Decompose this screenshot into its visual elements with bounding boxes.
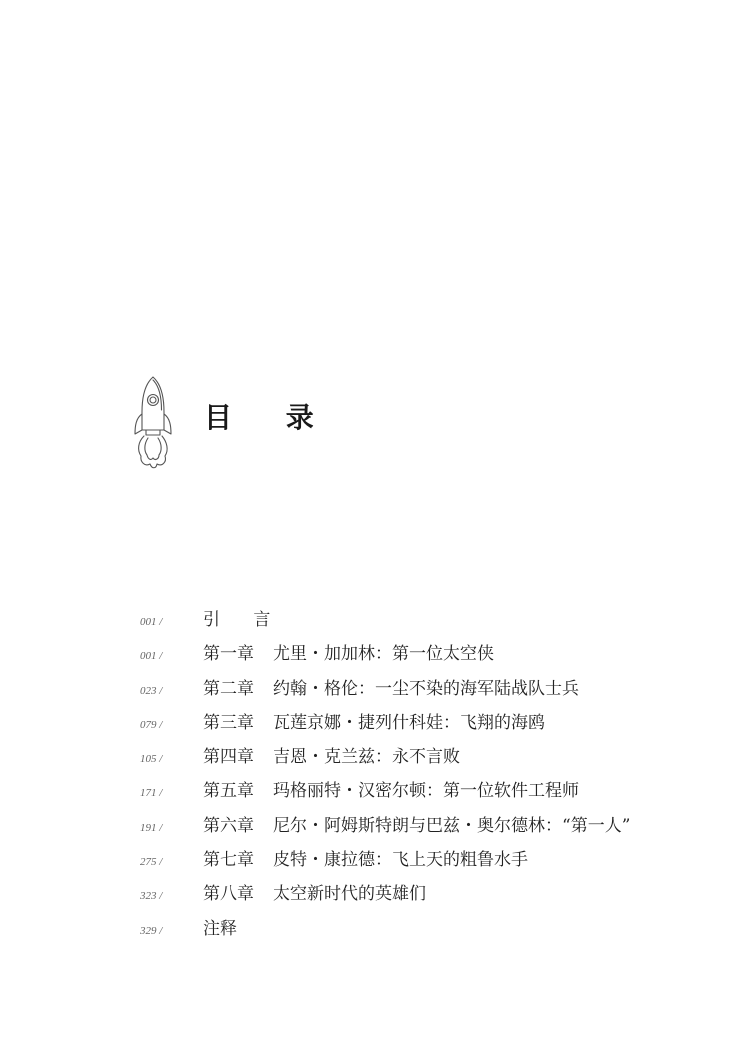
- toc-entry-chapter-6[interactable]: [140, 811, 700, 845]
- toc-chapter-label: 第一章: [203, 644, 254, 665]
- toc-chapter-label: 第七章: [203, 850, 254, 871]
- toc-page-number: 275 /: [140, 856, 163, 869]
- toc-page-number: 105 /: [140, 753, 163, 766]
- toc-page-number: 023 /: [140, 684, 163, 697]
- toc-chapter-label: 第二章: [203, 678, 254, 699]
- toc-chapter-title: 太空新时代的英雄们: [273, 884, 426, 905]
- toc-entry-chapter-4[interactable]: [140, 742, 700, 776]
- toc-entry-chapter-1[interactable]: [140, 639, 700, 673]
- toc-chapter-title: 瓦莲京娜・捷列什科娃：飞翔的海鸥: [273, 712, 545, 733]
- toc-chapter-label: 第六章: [203, 815, 254, 836]
- toc-page-number: 079 /: [140, 718, 163, 731]
- toc-entry-intro[interactable]: [140, 605, 700, 639]
- toc-page-number: 171 /: [140, 787, 163, 800]
- toc-page-number: 001 /: [140, 616, 163, 628]
- toc-chapter-label: 第三章: [203, 712, 254, 733]
- toc-entry-chapter-2[interactable]: [140, 674, 700, 708]
- toc-page-number: 001 /: [140, 650, 163, 663]
- toc-chapter-title: 尤里・加加林：第一位太空侠: [273, 644, 494, 665]
- table-of-contents: [140, 605, 700, 948]
- toc-page-number: 329 /: [140, 924, 163, 937]
- toc-chapter-title: 玛格丽特・汉密尔顿：第一位软件工程师: [273, 781, 579, 802]
- toc-chapter-label: 第五章: [203, 781, 254, 802]
- toc-entry-chapter-5[interactable]: [140, 776, 700, 810]
- toc-header: [132, 374, 352, 470]
- toc-chapter-title: 尼尔・阿姆斯特朗与巴兹・奥尔德林：“第一人”: [273, 815, 631, 836]
- toc-entry-chapter-8[interactable]: [140, 879, 700, 913]
- toc-entry-chapter-3[interactable]: [140, 708, 700, 742]
- rocket-icon: [132, 374, 174, 470]
- toc-chapter-title: 约翰・格伦：一尘不染的海军陆战队士兵: [273, 678, 579, 699]
- toc-chapter-label: 注释: [203, 918, 237, 939]
- toc-entry-notes[interactable]: [140, 914, 700, 948]
- toc-chapter-title: 吉恩・克兰兹：永不言败: [273, 747, 460, 768]
- toc-chapter-label: 第四章: [203, 747, 254, 768]
- page-title: 目 录: [204, 401, 336, 434]
- toc-chapter-title: 皮特・康拉德：飞上天的粗鲁水手: [273, 850, 528, 871]
- toc-chapter-label: 第八章: [203, 884, 254, 905]
- toc-entry-chapter-7[interactable]: [140, 845, 700, 879]
- toc-chapter-label: 引 言: [203, 610, 285, 630]
- toc-page-number: 191 /: [140, 821, 163, 834]
- toc-page-number: 323 /: [140, 890, 163, 903]
